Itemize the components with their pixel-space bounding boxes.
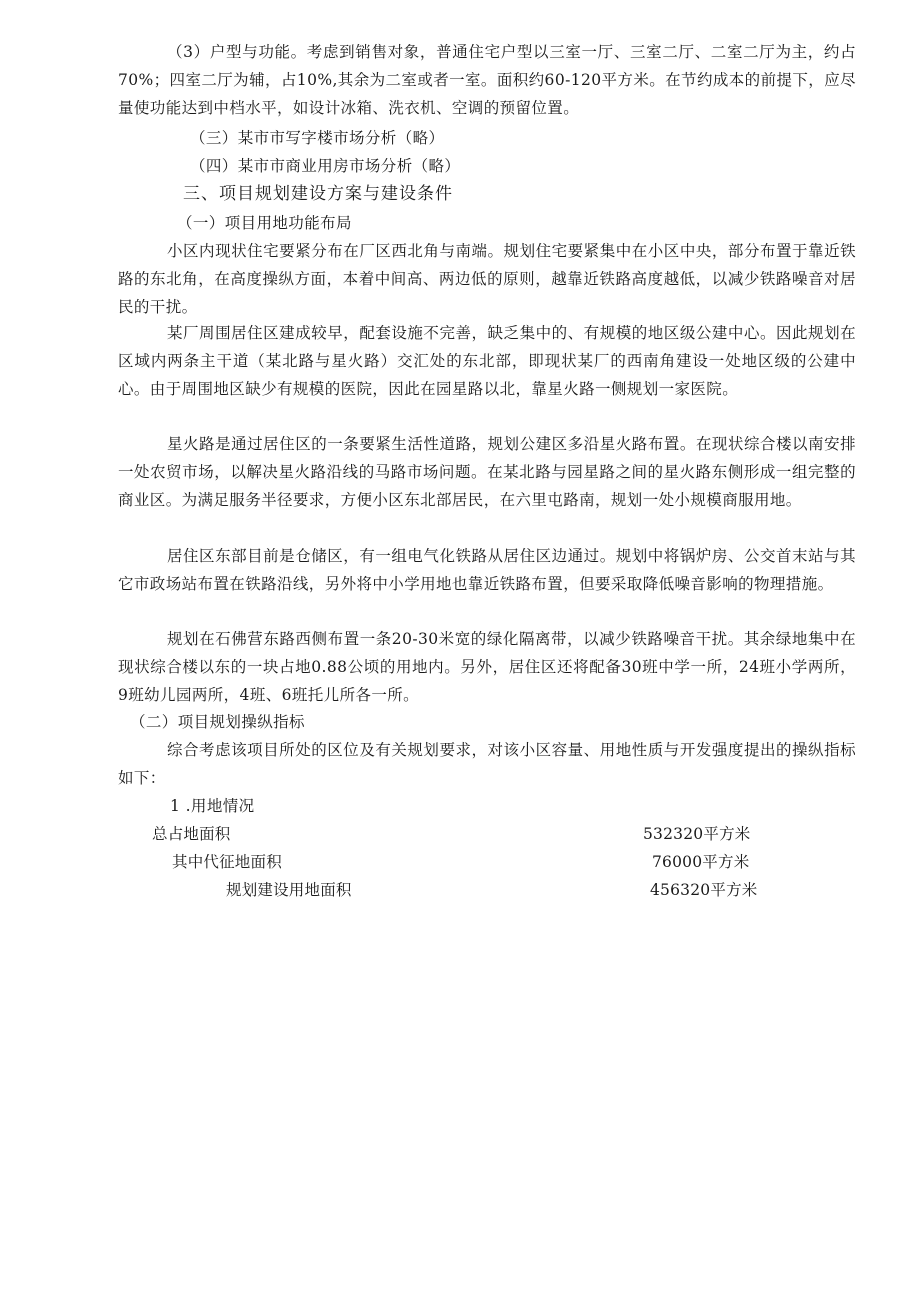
land-heading: 1 .用地情况: [170, 797, 255, 815]
heading-commercial-market: （四）某市市商业用房市场分析（略）: [190, 157, 461, 175]
paragraph-layout-1: 小区内现状住宅要紧分布在厂区西北角与南端。规划住宅要紧集中在小区中央，部分布置于靠近铁路的东北角，在高度操纵方面，本着中间高、两边低的原则，越靠近铁路高度越低，以减少铁路噪音对居民的干扰。: [118, 242, 856, 316]
land-value: 532320平方米: [643, 825, 751, 843]
heading-office-market: （三）某市市写字楼市场分析（略）: [190, 129, 445, 147]
paragraph-house-type: （3）户型与功能。考虑到销售对象，普通住宅户型以三室一厅、三室二厅、二室二厅为主，约占70%；四室二厅为辅，占10%,其余为二室或者一室。面积约60-120平方米。在节约成本的前提下，应尽量使功能达到中档水平，如设计冰箱、洗衣机、空调的预留位置。: [118, 43, 856, 117]
paragraph-layout-4: 居住区东部目前是仓储区，有一组电气化铁路从居住区边通过。规划中将锅炉房、公交首末站与其它市政场站布置在铁路沿线，另外将中小学用地也靠近铁路布置，但要采取降低噪音影响的物理措施。: [118, 547, 856, 593]
paragraph-layout-2: 某厂周围居住区建成较早，配套设施不完善，缺乏集中的、有规模的地区级公建中心。因此规划在区域内两条主干道（某北路与星火路）交汇处的东北部，即现状某厂的西南角建设一处地区级的公建中心。由于周围地区缺少有规模的医院，因此在园星路以北，靠星火路一侧规划一家医院。: [118, 324, 856, 398]
section-three-title: 三、项目规划建设方案与建设条件: [183, 184, 453, 204]
subsection-one-title: （一）项目用地功能布局: [177, 214, 352, 232]
land-value: 76000平方米: [652, 853, 750, 871]
land-value: 456320平方米: [650, 881, 758, 899]
land-label: 规划建设用地面积: [226, 881, 352, 899]
paragraph-layout-5: 规划在石佛营东路西侧布置一条20-30米宽的绿化隔离带，以减少铁路噪音干扰。其余绿地集中在现状综合楼以东的一块占地0.88公顷的用地内。另外，居住区还将配备30班中学一所，24班小学两所，9班幼儿园两所，4班、6班托儿所各一所。: [118, 630, 856, 704]
paragraph-indicators: 综合考虑该项目所处的区位及有关规划要求，对该小区容量、用地性质与开发强度提出的操纵指标如下：: [118, 741, 856, 787]
paragraph-layout-3: 星火路是通过居住区的一条要紧生活性道路，规划公建区多沿星火路布置。在现状综合楼以南安排一处农贸市场，以解决星火路沿线的马路市场问题。在某北路与园星路之间的星火路东侧形成一组完整的商业区。为满足服务半径要求，方便小区东北部居民，在六里屯路南，规划一处小规模商服用地。: [118, 435, 856, 509]
land-label: 总占地面积: [152, 825, 231, 843]
subsection-two-title: （二）项目规划操纵指标: [130, 713, 305, 731]
land-label: 其中代征地面积: [172, 853, 282, 871]
